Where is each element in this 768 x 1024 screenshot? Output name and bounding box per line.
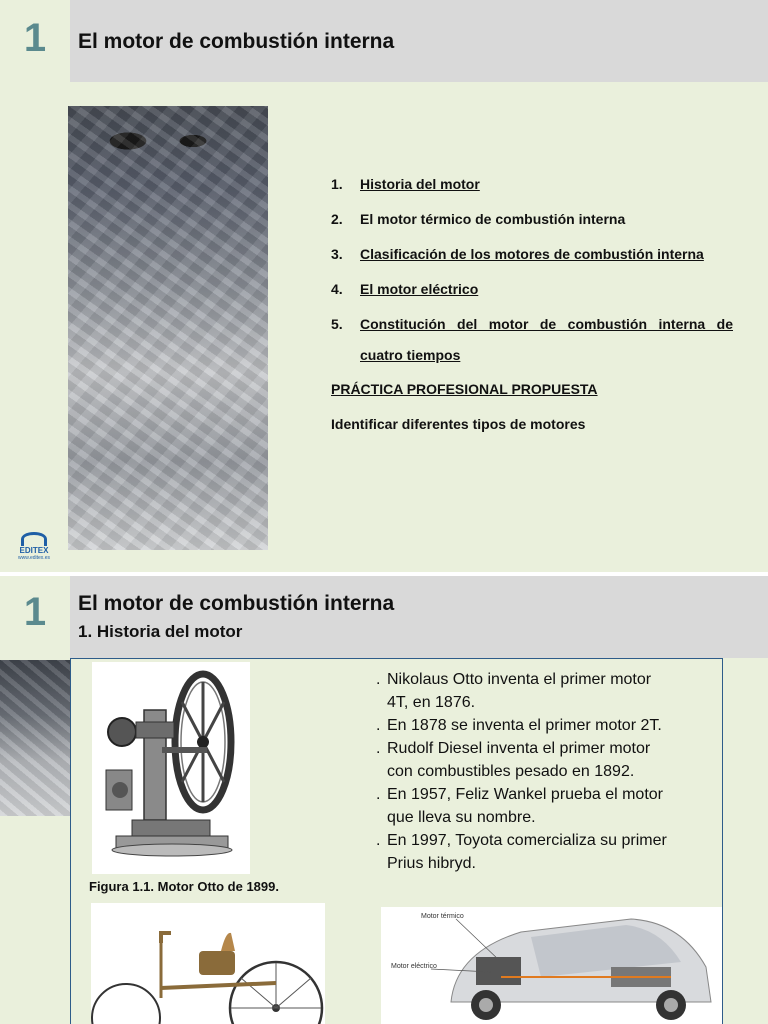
list-item [376, 829, 716, 875]
list-item [376, 783, 716, 829]
toc-item-link[interactable]: El motor eléctrico [360, 281, 479, 297]
list-item [376, 714, 716, 737]
toc-item-number: 4. [331, 281, 343, 297]
electric-motor-label: Motor eléctrico [391, 963, 437, 970]
logo-url: www.editex.es [18, 555, 50, 561]
fact-line: En 1997, Toyota comercializa su primer [387, 832, 667, 849]
chapter-number: 1 [23, 16, 47, 60]
chapter-number: 1 [23, 590, 47, 634]
fact-line: que lleva su nombre. [387, 809, 536, 826]
engine-photo [68, 106, 268, 550]
hybrid-car-illustration [381, 907, 722, 1024]
figure-caption: Figura 1.1. Motor Otto de 1899. [89, 879, 279, 894]
fact-line: En 1878 se inventa el primer motor 2T. [387, 717, 662, 734]
fact-line: 4T, en 1876. [387, 694, 476, 711]
benz-motorwagen-illustration [91, 903, 325, 1024]
toc-item-link[interactable]: Historia del motor [360, 176, 480, 192]
toc-item-number: 3. [331, 246, 343, 262]
header-band [70, 0, 768, 82]
toc-item-link[interactable]: Clasificación de los motores de combustión interna [360, 246, 704, 262]
toc-item-number: 2. [331, 211, 343, 227]
practice-heading: PRÁCTICA PROFESIONAL PROPUESTA [331, 381, 598, 397]
bullet: . [376, 832, 381, 849]
logo-text: EDITEX [19, 546, 49, 555]
fact-line: Rudolf Diesel inventa el primer motor [387, 740, 651, 757]
editex-logo [12, 532, 56, 561]
fact-line: Prius hibryd. [387, 855, 476, 872]
bullet: . [376, 786, 381, 803]
fact-line: con combustibles pesado en 1892. [387, 763, 635, 780]
toc-item-number: 5. [331, 316, 343, 332]
bullet: . [376, 740, 381, 757]
list-item [376, 737, 716, 783]
thermal-engine-label: Motor térmico [421, 913, 464, 920]
toc-item-link[interactable]: cuatro tiempos [360, 347, 461, 363]
list-item [376, 668, 716, 714]
engine-thumbnail [0, 660, 70, 816]
bullet: . [376, 671, 381, 688]
fact-line: Nikolaus Otto inventa el primer motor [387, 671, 652, 688]
toc-item-label: El motor térmico de combustión interna [360, 211, 626, 227]
editex-logo-icon [21, 532, 47, 546]
history-facts [376, 668, 716, 875]
page-title: El motor de combustión interna [78, 592, 395, 615]
toc-item-number: 1. [331, 176, 343, 192]
practice-description: Identificar diferentes tipos de motores [331, 416, 586, 432]
otto-engine-illustration [92, 662, 250, 874]
header-band [70, 576, 768, 658]
bullet: . [376, 717, 381, 734]
page-title: El motor de combustión interna [78, 30, 395, 53]
section-subtitle: 1. Historia del motor [78, 622, 243, 641]
slide-history [0, 576, 768, 1024]
fact-line: En 1957, Feliz Wankel prueba el motor [387, 786, 663, 803]
toc-item-link[interactable]: Constitución del motor de combustión interna de [360, 316, 733, 332]
